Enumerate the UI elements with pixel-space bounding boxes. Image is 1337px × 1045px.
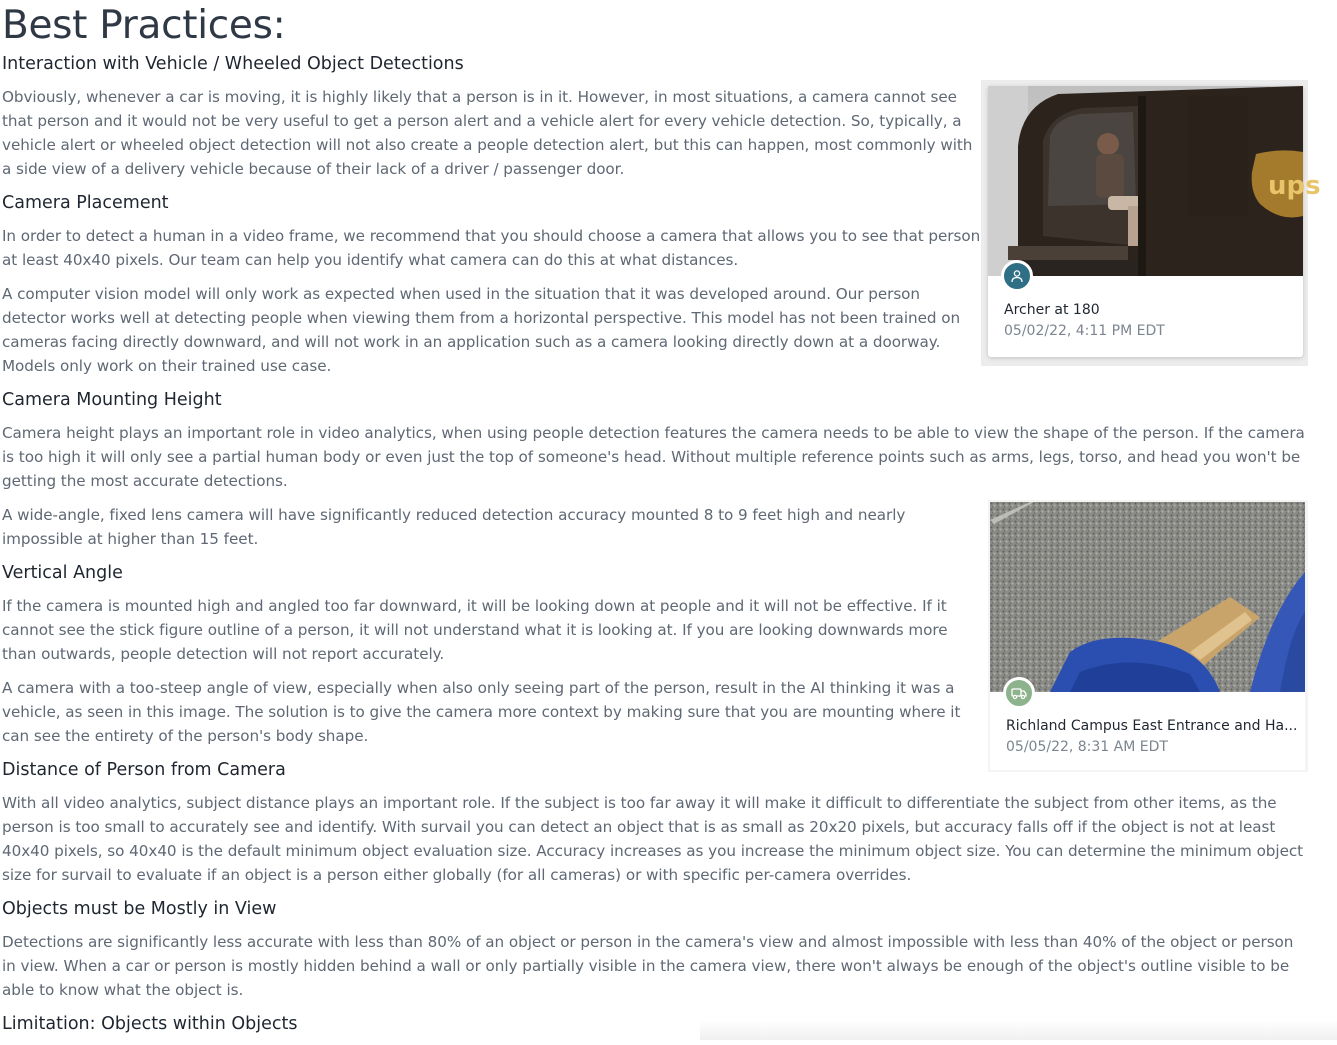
page-title: Best Practices: — [2, 3, 286, 48]
section-heading-vehicle: Interaction with Vehicle / Wheeled Object Detections — [2, 54, 464, 74]
camera-name: Archer at 180 — [1004, 302, 1100, 318]
paragraph: If the camera is mounted high and angled too far downward, it will be looking down at people and it will not be effective. If it cannot see the stick figure outline of a person, it will not understand what it is looking at. If you are looking downwards more than outwards, people detection will not report accurately. — [2, 597, 948, 663]
camera-name: Richland Campus East Entrance and Ha... — [1006, 718, 1298, 734]
paragraph: With all video analytics, subject distance plays an important role. If the subject is too far away it will make it difficult to differentiate the subject from other items, as the person is too small to accurately see and identify. With survail you can detect an object that is as small as 20x20 pixels, but accuracy falls off if the object is not at least 40x40 pixels, so 40x40 is the default minimum object evaluation size. Accuracy increases as you increase the minimum object size. You can determine the minimum object size for survail to evaluate if an object is a person either globally (for all cameras) or with specific per-camera overrides. — [2, 794, 1304, 884]
section-heading-view: Objects must be Mostly in View — [2, 899, 277, 919]
detection-timestamp: 05/02/22, 4:11 PM EDT — [1004, 323, 1165, 339]
bottom-shadow — [700, 1020, 1337, 1040]
section-heading-angle: Vertical Angle — [2, 563, 123, 583]
paragraph: In order to detect a human in a video frame, we recommend that you should choose a camera that allows you to see that person at least 40x40 pixels. Our team can help you identify what camera can do this at what distances. — [2, 227, 981, 269]
ups-logo-text: ups — [1268, 171, 1321, 201]
paragraph: Obviously, whenever a car is moving, it is highly likely that a person is in it. However, in most situations, a camera cannot see that person and it would not be very useful to get a person alert and a vehicle alert for every vehicle detection. So, typically, a vehicle alert or wheeled object detection will not also create a people detection alert, but this can happen, most commonly with a side view of a delivery vehicle because of their lack of a driver / passenger door. — [2, 88, 973, 178]
section-heading-height: Camera Mounting Height — [2, 390, 222, 410]
paragraph: A wide-angle, fixed lens camera will have significantly reduced detection accuracy mounted 8 to 9 feet high and nearly impossible at higher than 15 feet. — [2, 506, 906, 548]
section-heading-limitation: Limitation: Objects within Objects — [2, 1014, 298, 1034]
article-body — [2, 52, 1306, 1045]
paragraph: A camera with a too-steep angle of view, especially when also only seeing part of the person, result in the AI thinking it was a vehicle, as seen in this image. The solution is to give the camera more context by making sure that you are mounting where it can see the entirety of the person's body shape. — [2, 679, 961, 745]
section-heading-distance: Distance of Person from Camera — [2, 760, 286, 780]
section-heading-placement: Camera Placement — [2, 193, 169, 213]
paragraph: Detections are significantly less accurate with less than 80% of an object or person in the camera's view and almost impossible with less than 40% of the object or person in view. When a car or person is mostly hidden behind a wall or only partially visible in the camera view, there won't always be enough of the object's outline visible to be able to know what the object is. — [2, 933, 1294, 999]
paragraph: Camera height plays an important role in video analytics, when using people detection features the camera needs to be able to view the shape of the person. If the camera is too high it will only see a partial human body or even just the top of someone's head. Without multiple reference points such as arms, legs, torso, and head you won't be getting the most accurate detections. — [2, 424, 1305, 490]
detection-timestamp: 05/05/22, 8:31 AM EDT — [1006, 739, 1168, 755]
paragraph: A computer vision model will only work as expected when used in the situation that it was developed around. Our person detector works well at detecting people when viewing them from a horizontal perspective. This model has not been trained on cameras facing directly downward, and will not work in an application such as a camera looking directly down at a doorway. Models only work on their trained use case. — [2, 285, 961, 375]
